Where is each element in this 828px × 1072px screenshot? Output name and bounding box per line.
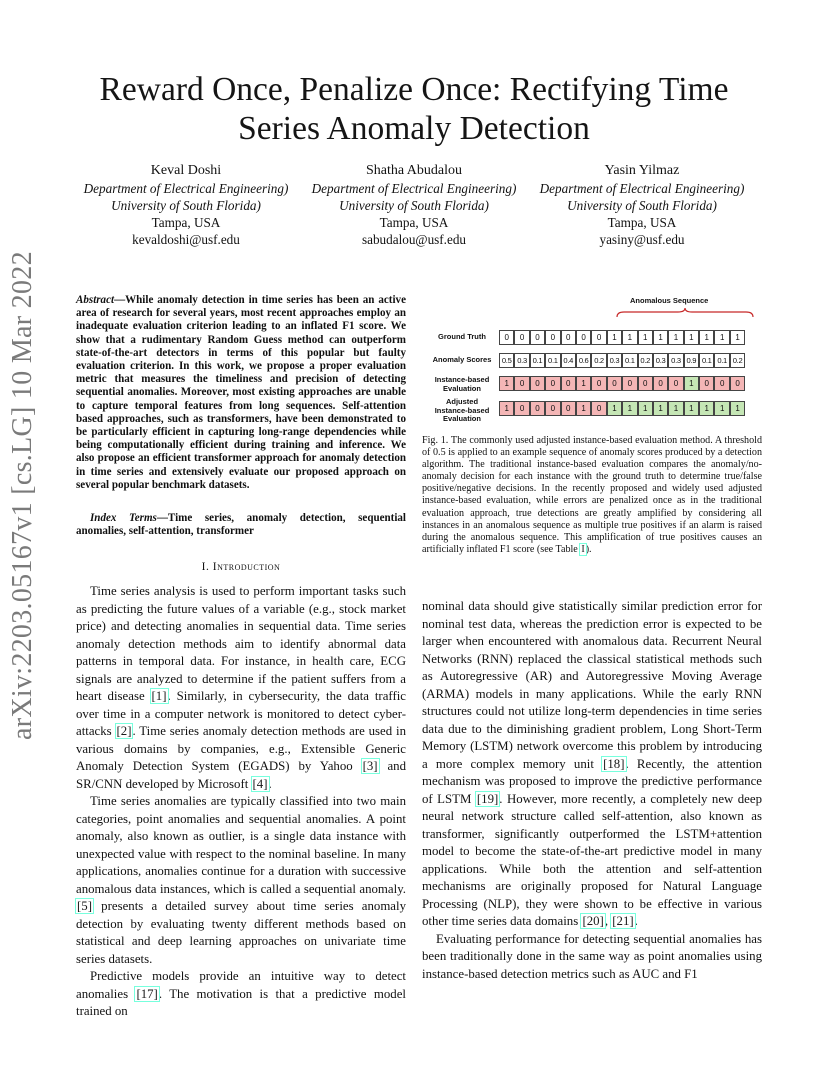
figure-row-label: Instance-based Evaluation [434, 375, 490, 393]
author-univ: University of South Florida) [111, 198, 261, 213]
figure-cell: 1 [730, 401, 745, 416]
figure-cell: 0 [545, 401, 560, 416]
figure-cell: 0 [514, 330, 529, 345]
figure-cell: 1 [714, 330, 729, 345]
citation-link[interactable]: [3] [362, 759, 378, 773]
figure-row [499, 353, 745, 368]
author-block-2 [304, 162, 524, 248]
figure-cell: 1 [607, 401, 622, 416]
citation-link[interactable]: [2] [116, 724, 132, 738]
citation-link[interactable]: [5] [77, 899, 92, 913]
citation-link[interactable]: [19] [476, 791, 499, 806]
figure-cell: 0 [561, 330, 576, 345]
figure-cell: 0 [591, 401, 606, 416]
figure-cell: 0 [499, 330, 514, 345]
figure-cell: 0.6 [576, 353, 591, 368]
figure-cell: 0 [561, 401, 576, 416]
title-line-2: Series Anomaly Detection [238, 110, 590, 147]
figure-cell: 1 [576, 401, 591, 416]
figure-cell: 0 [638, 376, 653, 391]
arxiv-identifier[interactable]: arXiv:2203.05167v1 [cs.LG] 10 Mar 2022 [7, 251, 38, 740]
author-city: Tampa, USA [607, 215, 677, 230]
figure-row-label: Adjusted Instance-based Evaluation [434, 397, 490, 423]
author-city: Tampa, USA [379, 215, 449, 230]
figure-cell: 0.1 [714, 353, 729, 368]
author-email[interactable]: kevaldoshi@usf.edu [132, 232, 240, 247]
figure-cell: 1 [622, 330, 637, 345]
figure-cell: 1 [499, 376, 514, 391]
paragraph: Evaluating performance for detecting sequential anomalies has been traditionally done in the same way as point anomalies using instance-based detection metrics such as AUC and F1 [422, 931, 762, 981]
paper-title [60, 70, 768, 148]
index-text: —Time series, anomaly detection, sequential anomalies, self-attention, transformer [76, 512, 407, 538]
figure-cell: 0 [668, 376, 683, 391]
figure-cell: 0 [530, 401, 545, 416]
figure-cell: 1 [668, 330, 683, 345]
figure-cell: 0 [576, 330, 591, 345]
paragraph: nominal data should give statistically similar prediction error for nominal test data, whereas the prediction error is expected to be larger when encountered with anomalous data. Recurrent Neural Networks (RNN) replaced the classical statistical methods such as Autoregressive (AR) and Autoregressive Moving Average (ARMA) models in many applications. While the early RNN structures could not utilize long-term dependencies in time series data due to the diminishing gradient problem, Long Short-Term Memory (LSTM) network overcome this problem by introducing a more complex memory unit [18]. Recently, the attention mechanism was proposed to improve the predictive performance of LSTM [19]. However, more recently, a completely new deep neural network structure called self-attention, also known as transformer, significantly outperformed the LSTM+attention model to become the state-of-the-art predictive model in many applications. While both the attention and self-attention mechanisms are originally proposed for Natural Language Processing (NLP), they were shown to be effective in various other time series data domains [20], [21]. [422, 599, 762, 928]
figure-cell: 1 [653, 401, 668, 416]
left-column [76, 583, 406, 1021]
figure-cell: 0.3 [653, 353, 668, 368]
figure-cell: 0 [545, 376, 560, 391]
figure-cell: 0 [530, 376, 545, 391]
author-name: Yasin Yilmaz [604, 163, 680, 178]
figure-cell: 1 [730, 330, 745, 345]
figure-cell: 1 [668, 401, 683, 416]
figure-cell: 0.3 [514, 353, 529, 368]
figure-cell: 0.1 [622, 353, 637, 368]
figure-cell: 1 [684, 376, 699, 391]
citation-link[interactable]: [18] [603, 756, 625, 771]
figure-cell: 1 [684, 401, 699, 416]
figure-cell: 1 [653, 330, 668, 345]
figure-cell: 0 [622, 376, 637, 391]
author-dept: Department of Electrical Engineering) [539, 181, 745, 196]
figure-cell: 0 [591, 376, 606, 391]
figure-cell: 1 [638, 401, 653, 416]
author-email[interactable]: sabudalou@usf.edu [361, 232, 467, 247]
author-email[interactable]: yasiny@usf.edu [599, 232, 685, 247]
figure-cell: 1 [714, 401, 729, 416]
citation-link[interactable]: [20] [582, 914, 604, 928]
figure-cell: 0.3 [668, 353, 683, 368]
figure-cell: 0 [730, 376, 745, 391]
figure-row-label: Ground Truth [438, 332, 486, 341]
figure-cell: 1 [622, 401, 637, 416]
section-heading: I. Introduction [201, 561, 281, 573]
author-block-1 [76, 162, 296, 248]
figure-cell: 1 [638, 330, 653, 345]
citation-link[interactable]: [1] [151, 689, 167, 703]
paragraph: Time series analysis is used to perform important tasks such as predicting the future values of a variable (e.g., stock market price) and detecting anomalies in sequential data. Time series anomaly detection methods aim to identify abnormal data patterns in temporal data. For instance, in health care, ECG signals are analyzed to determine if the patient suffers from a heart disease [1]. Similarly, in cybersecurity, the data traffic over time in a computer network is monitored to detect cyber-attacks [2]. Time series anomaly detection methods are used in various domains by companies, e.g., Extensible Generic Anomaly Detection System (EGADS) by Yahoo [3] and SR/CNN developed by Microsoft [4]. [76, 584, 406, 791]
paragraph: Predictive models provide an intuitive way to detect anomalies [17]. The motivation is that a predictive model trained on [76, 969, 406, 1018]
author-city: Tampa, USA [151, 215, 221, 230]
figure-cell: 1 [684, 330, 699, 345]
figure-cell: 0.9 [684, 353, 699, 368]
table-ref-link[interactable]: I [581, 543, 585, 555]
figure-cell: 1 [699, 330, 714, 345]
figure-caption: Fig. 1. The commonly used adjusted instance-based evaluation method. A threshold of 0.5 is applied to an example sequence of anomaly scores produced by a detection algorithm. The traditional instance-based evaluation compares the anomaly/no-anomaly decision for each instance with the ground truth to determine true/false positive/negative decisions. In the recently proposed and widely used adjusted instance-based evaluation, while errors are penalized once as in the traditional evaluation approach, true detections are greatly amplified by considering all instances in an anomalous sequence as multiple true positives if an alarm is raised during the anomalous sequence. This amplification of true positives causes an artificially inflated F1 score (see Table I). [422, 435, 762, 555]
author-block-3 [532, 162, 752, 248]
citation-link[interactable]: [4] [252, 776, 268, 791]
figure-cell: 1 [499, 401, 514, 416]
figure-cell: 0.1 [699, 353, 714, 368]
index-terms [76, 512, 406, 538]
figure-cell: 0 [607, 376, 622, 391]
abstract-lead: Abstract [76, 294, 115, 306]
figure-cell: 0.5 [499, 353, 514, 368]
figure-cell: 1 [576, 376, 591, 391]
figure-1 [430, 290, 760, 423]
citation-link[interactable]: [21] [612, 914, 634, 928]
figure-cell: 1 [607, 330, 622, 345]
index-lead: Index Terms [90, 512, 157, 524]
figure-cell: 0 [545, 330, 560, 345]
author-dept: Department of Electrical Engineering) [83, 181, 289, 196]
right-column [422, 598, 762, 983]
figure-cell: 0.2 [591, 353, 606, 368]
figure-cell: 0.2 [730, 353, 745, 368]
figure-cell: 0.2 [638, 353, 653, 368]
figure-cell: 0.1 [530, 353, 545, 368]
figure-cell: 1 [699, 401, 714, 416]
author-name: Keval Doshi [150, 163, 222, 178]
figure-row-label: Anomaly Scores [432, 355, 492, 364]
paragraph: Time series anomalies are typically classified into two main categories, point anomalies and sequential anomalies. A point anomaly, also known as outlier, is a single data instance with unexpected value with respect to the nominal baseline. In many applications, anomalies continue for a duration with successive anomalous data instances, which is called a sequential anomaly. [5] presents a detailed survey about time series anomaly detection by evaluating twenty different methods based on statistical and deep learning approaches on univariate time series datasets. [76, 794, 406, 966]
abstract-text: —While anomaly detection in time series has been an active area of research for several years, most recent approaches employ an inadequate evaluation criterion leading to an inflated F1 score. We show that a rudimentary Random Guess method can outperform state-of-the-art detectors in terms of this popular but faulty evaluation criterion. In this work, we propose a proper evaluation metric that measures the timeliness and precision of detecting sequential anomalies. Moreover, most existing approaches are unable to capture temporal features from long sequences. Self-attention based approaches, such as transformers, have been demonstrated to be particularly efficient in capturing long-range dependencies while being computationally efficient during training and inference. We also propose an efficient transformer approach for anomaly detection in time series and extensively evaluate our proposed approach on several popular benchmark datasets. [76, 294, 406, 491]
citation-link[interactable]: [17] [136, 986, 158, 1001]
figure-cell: 0 [699, 376, 714, 391]
author-univ: University of South Florida) [567, 198, 717, 213]
figure-cell: 0 [714, 376, 729, 391]
author-univ: University of South Florida) [339, 198, 489, 213]
figure-row [499, 330, 745, 345]
author-name: Shatha Abudalou [365, 163, 463, 178]
figure-cell: 0.3 [607, 353, 622, 368]
brace-icon [616, 308, 754, 318]
figure-row [499, 376, 745, 391]
abstract [76, 294, 406, 492]
figure-cell: 0 [561, 376, 576, 391]
figure-cell: 0 [653, 376, 668, 391]
figure-cell: 0 [514, 376, 529, 391]
figure-cell: 0 [591, 330, 606, 345]
figure-row [499, 401, 745, 416]
anomalous-sequence-label: Anomalous Sequence [630, 296, 709, 305]
author-dept: Department of Electrical Engineering) [311, 181, 517, 196]
figure-cell: 0.1 [545, 353, 560, 368]
figure-cell: 0 [514, 401, 529, 416]
figure-cell: 0 [530, 330, 545, 345]
title-line-1: Reward Once, Penalize Once: Rectifying Time [99, 71, 729, 108]
figure-cell: 0.4 [561, 353, 576, 368]
